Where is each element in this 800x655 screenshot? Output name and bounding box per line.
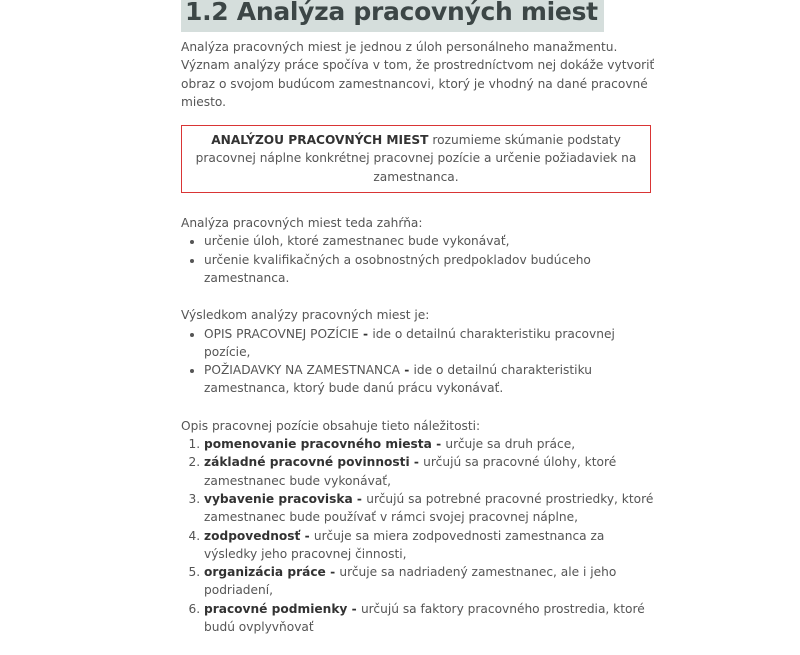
item-term: vybavenie pracoviska [204, 491, 353, 506]
list-item [204, 490, 656, 527]
results-list [181, 325, 656, 398]
list-item [204, 453, 656, 490]
list-item [204, 325, 656, 362]
item-separator: - [347, 601, 361, 616]
item-text: určujú sa faktory pracovného prostredia, ktoré budú ovplyvňovať [204, 601, 645, 635]
definition-text: rozumieme skúmanie podstaty pracovnej náplne konkrétnej pracovnej pozície a určenie požiadaviek na zamestnanca. [195, 133, 637, 184]
page-title: 1.2 Analýza pracovných miest [185, 0, 598, 26]
article-content [181, 38, 656, 655]
item-separator: - [400, 363, 414, 378]
item-text: určujú sa potrebné pracovné prostriedky, ktoré zamestnanec bude používať v rámci svojej pracovnej náplne, [204, 491, 654, 525]
item-term: POŽIADAVKY NA ZAMESTNANCA [204, 363, 400, 378]
item-term: organizácia práce [204, 565, 326, 580]
description-lead: Opis pracovnej pozície obsahuje tieto náležitosti: [181, 418, 481, 433]
definition-term: ANALÝZOU PRACOVNÝCH MIEST [211, 133, 429, 148]
item-term: základné pracovné povinnosti [204, 455, 410, 470]
item-term: pracovné podmienky [204, 601, 348, 616]
item-separator: - [325, 565, 340, 580]
item-text: určujú sa pracovné úlohy, ktoré zamestnanec bude vykonávať, [204, 455, 617, 488]
item-term: zodpovednosť [204, 528, 301, 543]
results-lead: Výsledkom analýzy pracovných miest je: [181, 308, 430, 323]
item-text: určuje sa druh práce, [445, 437, 576, 452]
item-separator: - [358, 326, 373, 341]
item-term: OPIS PRACOVNEJ POZÍCIE [204, 326, 359, 341]
item-separator: - [409, 455, 424, 470]
includes-section [181, 214, 656, 287]
item-text: ide o detailnú charakteristiku pracovnej pozície, [204, 326, 615, 359]
item-text: ide o detailnú charakteristiku zamestnanca, ktorý bude danú prácu vykonávať. [204, 363, 592, 396]
list-item [204, 361, 656, 398]
item-text: určuje sa nadriadený zamestnanec, ale i jeho podriadení, [204, 565, 617, 598]
list-item: • určenie kvalifikačných a osobnostných predpokladov budúceho zamestnanca. [204, 251, 656, 288]
item-term: pomenovanie pracovného miesta [204, 437, 432, 452]
item-text: určuje sa miera zodpovednosti zamestnanca za výsledky jeho pracovnej činnosti, [204, 528, 605, 561]
item-separator: - [300, 528, 314, 543]
includes-lead: Analýza pracovných miest teda zahŕňa: [181, 216, 423, 231]
intro-paragraph: Analýza pracovných miest je jednou z úloh personálneho manažmentu. Význam analýzy práce spočíva v tom, že prostredníctvom nej dokáže vytvoriť obraz o svojom budúcom zamestnancovi, ktorý je vhodný na dané pracovné miesto. [181, 40, 655, 109]
list-item: • určenie úloh, ktoré zamestnanec bude vykonávať, [204, 232, 656, 250]
definition-box [181, 125, 651, 193]
description-section [181, 417, 656, 637]
item-separator: - [352, 491, 367, 506]
item-separator: - [431, 437, 446, 452]
description-list [181, 435, 656, 636]
results-section [181, 306, 656, 397]
list-item [204, 527, 656, 564]
list-item [204, 563, 656, 600]
list-item [204, 435, 656, 453]
title-highlight [181, 0, 604, 32]
list-item [204, 600, 656, 637]
includes-list [181, 232, 656, 287]
